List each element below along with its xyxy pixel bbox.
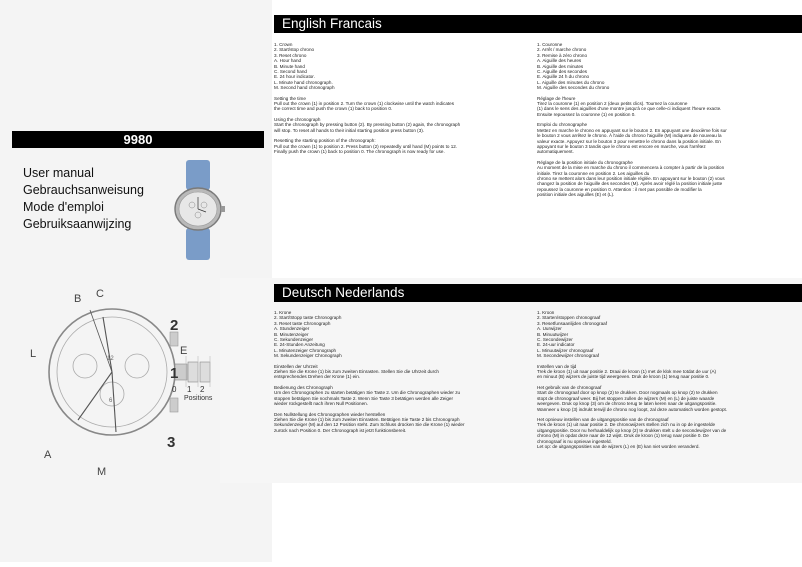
instruction-line: B. Aiguille des minutes xyxy=(537,63,584,69)
instruction-line: Réglage de l'heure xyxy=(537,95,576,101)
instruction-line: M. Second hand chronograph xyxy=(274,85,335,91)
instruction-line: 3. Reset chrono xyxy=(274,52,307,58)
instruction-line: Trek de kroon (1) uit naar positie 2. Draai de kroon (1) met de klok mee totdat de uur (A) xyxy=(537,369,717,375)
label-pos-0: 0 xyxy=(172,385,177,394)
instruction-line: will stop. To reset all hands to their initial starting position press button (3). xyxy=(274,127,425,133)
instruction-line: Den Nullstellung des Chronographen wieder herstellen xyxy=(274,411,386,417)
instruction-line: 2. Start/Stopp taste Chronograph xyxy=(274,315,342,321)
instruction-line: chronograaf is nu opnieuw ingesteld. xyxy=(537,438,612,444)
label-positions: Positions xyxy=(184,395,213,402)
watch-crown xyxy=(221,206,225,212)
instruction-line: Einstellen der Uhrzeit xyxy=(274,363,318,369)
instruction-line: Setting the time xyxy=(274,95,306,101)
instruction-line: automatiquement. xyxy=(537,149,574,155)
instruction-line: 3. Resetfunsaanlijden chronograaf xyxy=(537,320,607,326)
manual-title-german: Gebrauchsanweisung xyxy=(23,183,144,197)
instruction-line: valeur exacte. Appuyez sur le bouton 3 pour remettre le chrono dans la position initiale. En xyxy=(537,138,721,144)
instruction-line: A. Uurwijzer xyxy=(537,326,562,332)
instruction-line: Start the chronograph by pressing button (2). By pressing button (2) again, the chronograph xyxy=(274,122,461,128)
manual-title-french: Mode d'emploi xyxy=(23,200,104,214)
instruction-line: Tirez la couronne (1) en position 2 (deux petits clics). Tournez la couronne xyxy=(537,101,688,107)
german-instructions xyxy=(274,310,499,433)
instruction-line: zurück nach Position 0. Der Chronograph ist jetzt funktionsbereit. xyxy=(274,427,407,433)
strap-bottom xyxy=(186,228,210,260)
instruction-line: Instellen van de tijd xyxy=(537,363,577,369)
instruction-line: Bedienung des Chronograph xyxy=(274,384,333,390)
instruction-line: Sekundenzeiger (M) auf den 12 Position steht. Zum Schluss drücken Sie die Krone (1) wieder xyxy=(274,422,465,428)
instruction-line: repoussez la couronne en position 0. Attention : il met pas possible de modifier la xyxy=(537,186,702,192)
instruction-line: B. Minuutwijzer xyxy=(537,331,569,337)
instruction-line: Pull out the crown (1) in position 2. Turn the crown (1) clockwise until the watch indicates xyxy=(274,101,455,107)
chronograph-diagram xyxy=(30,282,235,482)
instruction-line: Using the chronograph xyxy=(274,116,321,122)
label-1: 1 xyxy=(170,365,179,382)
instruction-line: Réglage de la position initiale du chronographe xyxy=(537,159,633,165)
label-3: 3 xyxy=(167,434,176,451)
instruction-line: 1. Couronne xyxy=(537,42,563,47)
instruction-line: L. Minute hand chronograph. xyxy=(274,79,333,85)
dial-number-12: 12 xyxy=(107,356,114,362)
instruction-line: A. Hour hand xyxy=(274,58,302,64)
label-L: L xyxy=(30,348,37,360)
instruction-line: Wanneer u knop (3) indrukt terwijl de chrono nog loopt, zal deze automatisch worden gestopt. xyxy=(537,406,728,412)
model-number: 9980 xyxy=(12,131,264,148)
instruction-line: A. Aiguille des heures xyxy=(537,58,582,64)
section-title-english-french: English Francais xyxy=(274,15,802,33)
label-A: A xyxy=(44,449,52,461)
instruction-line: 2. Arrêt / marche chrono xyxy=(537,47,587,53)
manual-title-list xyxy=(23,165,144,233)
instruction-line: Resetting the starting position of the chronograph: xyxy=(274,138,376,144)
label-C: C xyxy=(96,288,104,300)
instruction-line: en minuut (B) wijzers de juiste tijd weergeven. Druk de kroon (1) terug naar positie 0. xyxy=(537,374,710,380)
dial-number-6: 6 xyxy=(109,398,113,404)
instruction-line: 3. Remise à zéro chrono xyxy=(537,52,588,58)
label-2: 2 xyxy=(170,317,179,334)
instruction-line: A. Stundenzeiger xyxy=(274,326,310,332)
instruction-line: E. Aiguille 24 h du chrono xyxy=(537,74,590,80)
watch-photo xyxy=(162,160,234,260)
label-E: E xyxy=(180,345,188,357)
instruction-line: M. Secondewijzer chronograaf xyxy=(537,353,600,359)
instruction-line: the correct time and push the crown (1) back to position 0. xyxy=(274,106,393,112)
instruction-line: 2. Starten/stoppen chronograaf xyxy=(537,315,601,321)
instruction-line: Het opnieuw instellen van de uitgangspositie van de chronograaf xyxy=(537,416,669,422)
instruction-line: chrono (M) in opdat deze naar de 12 wijst. Druk de kroon (1) terug naar positie 0. De xyxy=(537,433,709,439)
instruction-line: C. Second hand xyxy=(274,69,307,75)
instruction-line: Ziehen Sie die Krone (1) bis zum zweiten Einrasten. Betätigen Sie Taste 2 bis Chronograph xyxy=(274,416,460,422)
instruction-line: position initiale des aiguilles (E) et (L). xyxy=(537,192,615,198)
instruction-line: Au moment de la mise en marche du chrono il commencera à compter à partir de la position xyxy=(537,165,725,171)
section-title-german-dutch: Deutsch Nederlands xyxy=(274,284,802,302)
instruction-line: entsprechendes Drehen der Krone (1) ein. xyxy=(274,374,361,380)
instruction-line: Pull out the crown (1) to position 2. Press button (2) repeatedly until hand (M) points to 12. xyxy=(274,143,458,149)
instruction-line: 1. Krone xyxy=(274,310,292,315)
instruction-line: 1. Crown xyxy=(274,42,293,47)
instruction-line: E. 24-Stunden Anzeitung xyxy=(274,342,325,348)
instruction-line: C. Aiguille des secondes xyxy=(537,69,588,75)
instruction-line: initiale. Tirez la couronne en position 2. Les aiguilles du xyxy=(537,170,650,176)
instruction-line: chrono se mettent alors dans leur position initiale réglée. En appuyant sur le bouton (2) vous xyxy=(537,175,725,181)
instruction-line: E. 24-uur indicator xyxy=(537,342,575,348)
instruction-line: Um den Chronographen zu starten betätigen Sie Taste 2. Um die Chronographen wieder zu xyxy=(274,390,461,396)
instruction-line: stopt de chronograaf weer. Bij het stoppen zullen de wijzers (M) en (L) de juiste waarde xyxy=(537,395,715,401)
instruction-line: appuyant sur le bouton 3 tandis que le chrono est encore en marche, vous l'arrêtez xyxy=(537,143,706,149)
instruction-line: (1) dans le sens des aiguilles d'une montre jusqu'à ce que celle-ci indiquent l'heure exacte. xyxy=(537,106,722,112)
instruction-line: uitgangspositie. Door nu herhaaldelijk op knop (2) te drukken stelt u de secondewijzer van de xyxy=(537,427,727,433)
english-instructions xyxy=(274,42,499,154)
instruction-line: L. Minuutwijzer chronograaf xyxy=(537,347,594,353)
instruction-line: Start de chronograaf door op knop (2) te drukken. Door nogmaals op knop (2) te drukken xyxy=(537,390,718,396)
instruction-line: C. Sekundenzeiger xyxy=(274,337,314,343)
strap-top xyxy=(186,160,210,190)
instruction-line: L. Minutenzeiger Chronograph xyxy=(274,347,337,353)
instruction-line: 2. Start/stop chrono xyxy=(274,47,315,53)
instruction-line: M. Aiguille des secondes du chrono xyxy=(537,85,610,91)
instruction-line: Ensuite repoussez la couronne (1) en position 0. xyxy=(537,111,636,117)
dutch-instructions xyxy=(537,310,762,449)
instruction-line: Trek de kroon (1) uit naar positie 2. De chronowijzers stellen zich nu in op de ingestelde xyxy=(537,422,716,428)
instruction-line: stoppen betätigen Sie nochmals Taste 2. Wenn Sie Taste 3 betätigen werden alle Zeiger xyxy=(274,395,454,401)
instruction-line: L. Aiguille des minutes du chrono xyxy=(537,79,605,85)
instruction-line: C. Secondewijzer xyxy=(537,337,573,343)
label-M: M xyxy=(97,466,107,478)
label-pos-2: 2 xyxy=(200,385,205,394)
instruction-line: M. Sekundenzeiger Chronograph xyxy=(274,353,342,359)
instruction-line: B. Minutenzeiger xyxy=(274,331,309,337)
instruction-line: Let op: de uitgangsposities van de wijzers (L) en (E) kan niet worden veranderd. xyxy=(537,443,700,449)
instruction-line: Mettez en marche le chrono en appuyant sur le bouton 2. En appuyant une deuxième fois sur xyxy=(537,127,727,133)
instruction-line: Ziehen Sie die Krone (1) bis zum zweiten Einrasten. Stellen Sie die Uhrzeit durch xyxy=(274,369,439,375)
instruction-line: 3. Reset taste Chronograph xyxy=(274,320,331,326)
subdial-right xyxy=(125,354,149,378)
instruction-line: E. 24 hour indicator. xyxy=(274,74,315,80)
french-instructions xyxy=(537,42,762,198)
instruction-line: weergeven. Druk op knop (3) om de chrono terug te laten keren naar de uitgangspositie. xyxy=(537,401,717,407)
instruction-line: 1. Kroon xyxy=(537,310,555,315)
subdial-left xyxy=(73,354,97,378)
label-B: B xyxy=(74,293,82,305)
instruction-line: wieder rückgestellt nach ihren Null Positionen. xyxy=(274,401,368,407)
manual-title-dutch: Gebruiksaanwijzing xyxy=(23,217,132,231)
label-pos-1: 1 xyxy=(187,385,192,394)
instruction-line: Het gebruik van de chronograaf xyxy=(537,384,602,390)
instruction-line: Emploi du chronographe xyxy=(537,122,588,128)
instruction-line: B. Minute hand xyxy=(274,63,305,69)
instruction-line: Finally push the crown (1) back to position 0. The chronograph is now ready for use. xyxy=(274,148,445,154)
instruction-line: le bouton 2 vous arrêtez le chrono. À l'aide du chrono l'aiguille (M) indiquera de nouveau la xyxy=(537,133,722,139)
manual-title-english: User manual xyxy=(23,166,94,180)
instruction-line: changez la position de l'aiguille des secondes (M). Après avoir réglé la position initiale juste xyxy=(537,181,723,187)
